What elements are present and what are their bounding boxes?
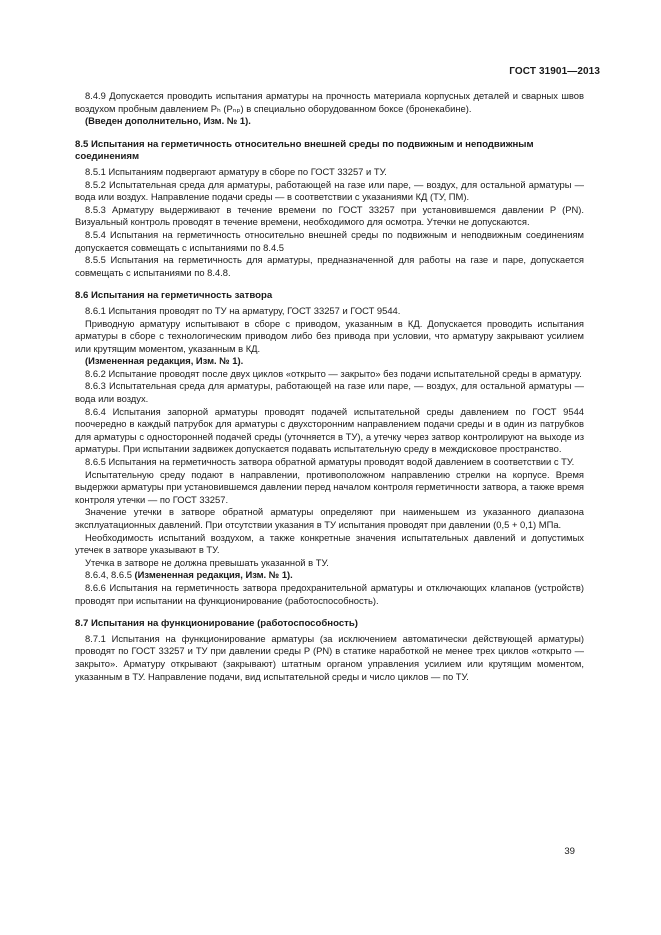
paragraph: 8.6.2 Испытание проводят после двух циклов «открыто — закрыто» без подачи испытательной среды в арматуру. <box>85 367 582 379</box>
standard-header: ГОСТ 31901—2013 <box>509 66 600 77</box>
section-heading: 8.5 Испытания на герметичность относительно внешней среды по подвижным и неподвижным соединениям <box>75 138 534 163</box>
amendment-note: (Введен дополнительно, Изм. № 1). <box>85 115 251 127</box>
paragraph: 8.5.5 Испытания на герметичность для арматуры, предназначенной для работы на газе и паре, допускается совмещать с испытаниями по 8.4.8. <box>75 254 584 278</box>
paragraph <box>75 569 584 582</box>
section-heading: 8.7 Испытания на функционирование (работоспособность) <box>75 618 358 630</box>
paragraph: 8.4.9 Допускается проводить испытания арматуры на прочность материала корпусных деталей и сварных швов воздухом пробным давлением Pₕ (Pₙₚ) в специально оборудованном боксе (бронекабине). <box>75 90 584 114</box>
amendment-note: (Измененная редакция, Изм. № 1). <box>85 355 244 367</box>
paragraph: Приводную арматуру испытывают в сборе с приводом, указанным в КД. Допускается проводить испытания арматуры в сборе с технологическим приводом либо без привода при условии, что арматуру закрывают усилием или крутящим моментом, указанным в КД. <box>75 317 584 354</box>
paragraph: Утечка в затворе не должна превышать указанной в ТУ. <box>85 556 329 568</box>
paragraph: Значение утечки в затворе обратной арматуры определяют при наименьшем из указанного диапазона эксплуатационных давлений. При отсутствии указания в ТУ испытания проводят при давлении (0,5 + 0,1) МПа. <box>75 506 584 530</box>
amendment-note: (Измененная редакция, Изм. № 1). <box>134 569 293 581</box>
page-number: 39 <box>564 846 575 857</box>
paragraph: 8.5.2 Испытательная среда для арматуры, работающей на газе или паре, — воздух, для остальной арматуры — вода или воздух. Направление подачи среды — в соответствии с указаниями КД (ТУ, ПМ). <box>75 178 584 203</box>
paragraph: 8.5.4 Испытания на герметичность относительно внешней среды по подвижным и неподвижным соединениям допускается совмещать с испытаниями по 8.4.5 <box>75 228 584 253</box>
paragraph: 8.6.3 Испытательная среда для арматуры, работающей на газе или паре, — воздух, для остальной арматуры — вода или воздух. <box>75 380 584 405</box>
paragraph: 8.5.1 Испытаниям подвергают арматуру в сборе по ГОСТ 33257 и ТУ. <box>85 165 387 177</box>
section-heading: 8.6 Испытания на герметичность затвора <box>75 290 273 302</box>
paragraph: Необходимость испытаний воздухом, а также конкретные значения испытательных давлений и допустимых утечек в затворе указывают в ТУ. <box>75 531 584 556</box>
paragraph: 8.6.1 Испытания проводят по ТУ на арматуру, ГОСТ 33257 и ГОСТ 9544. <box>85 304 401 316</box>
paragraph: 8.6.6 Испытания на герметичность затвора предохранительной арматуры и отключающих клапанов (устройств) проводят при испытании на функционирование (работоспособность). <box>75 581 584 606</box>
paragraph: Испытательную среду подают в направлении, противоположном направлению стрелки на корпусе. Время выдержки арматуры при установившемся давлении перед началом контроля герметичности затвора, а также время контроля утечки — по ГОСТ 33257. <box>75 468 584 505</box>
paragraph: 8.6.4 Испытания запорной арматуры проводят подачей испытательной среды давлением по ГОСТ 9544 поочередно в каждый патрубок для арматуры с двухсторонним направлением подачи среды и в один из патрубков для арматуры с односторонней подачей среды (уточняется в ТУ), а утечку через затвор контролируют на выходе из арматуры. При испытании задвижек допускается подавать испытательную среду в междисковое пространство. <box>75 405 584 455</box>
paragraph: 8.7.1 Испытания на функционирование арматуры (за исключением автоматически действующей арматуры) проводят по ГОСТ 33257 и ТУ при давлении среды P (PN) в статике наработкой не менее трех циклов «открыто — закрыто». Арматуру открывают (закрывают) штатным органом управления усилием или крутящим моментом, указанным в ТУ. Направление подачи, вид испытательной среды и число циклов — по ТУ. <box>75 632 584 682</box>
paragraph: 8.6.5 Испытания на герметичность затвора обратной арматуры проводят водой давлением в соответствии с ТУ. <box>85 456 575 468</box>
paragraph: 8.5.3 Арматуру выдерживают в течение времени по ГОСТ 33257 при установившемся давлении P (PN). Визуальный контроль проводят в течение времени, необходимого для осмотра. Утечки не допускаются. <box>75 203 584 228</box>
clause-ref: 8.6.4, 8.6.5 <box>85 569 135 581</box>
document-body <box>75 90 584 683</box>
